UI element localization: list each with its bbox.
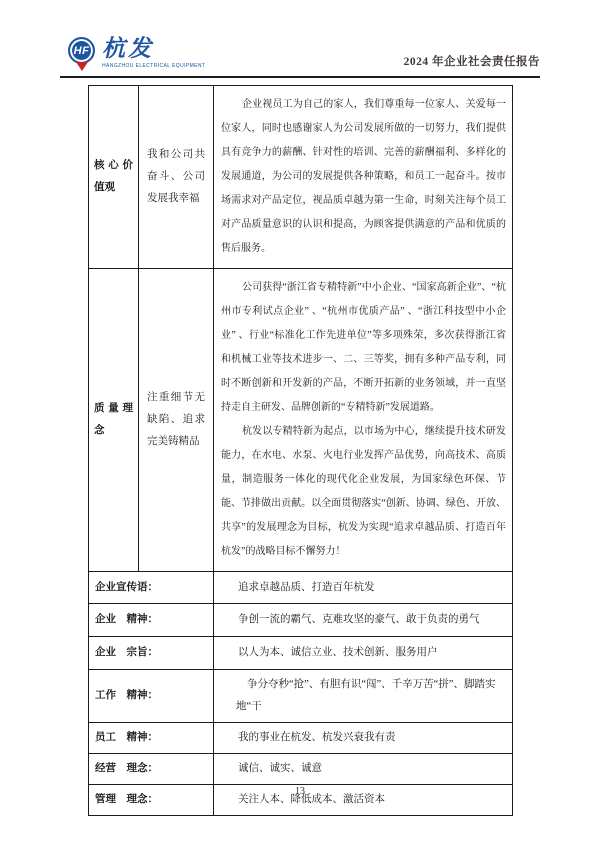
row-label-enterprise-purpose: 企业 宗旨： — [89, 637, 214, 670]
row-label-enterprise-spirit: 企业 精神： — [89, 604, 214, 637]
core-values-description — [214, 86, 513, 269]
logo-badge-icon — [68, 37, 95, 64]
row-label-quality: 质量理念 — [89, 269, 139, 572]
quality-paragraph-1: 公司获得“浙江省专精特新”中小企业、“国家高新企业”、“杭州市专利试点企业” 、“杭州市优质产品” 、“浙江科技型中小企业” 、行业“标准化工作先进单位”等多项殊荣，多次获得浙江省和机械工业等技术进步一、二、三等奖，拥有多种产品专利，同时不断创新和开发新的产品，不断开拓新的业务领域，并一直坚持走自主研发、品牌创新的“专精特新”发展道路。 — [221, 282, 506, 413]
company-logo — [68, 37, 205, 69]
row-label-core-values: 核心价值观 — [89, 86, 139, 269]
page-number: 13 — [295, 786, 305, 797]
business-philosophy-row — [89, 754, 513, 785]
quality-description — [214, 269, 513, 572]
enterprise-purpose-row — [89, 637, 513, 670]
logo-monogram: HF — [73, 44, 90, 57]
management-philosophy-value: 关注人本、降低成本、激活资本 — [214, 785, 513, 816]
enterprise-spirit-row — [89, 604, 513, 637]
logo-triangle-icon — [76, 62, 88, 71]
quality-philosophy-row — [89, 269, 513, 572]
employee-spirit-row — [89, 723, 513, 754]
corporate-culture-table — [88, 85, 513, 816]
business-philosophy-value: 诚信、诚实、诚意 — [214, 754, 513, 785]
core-values-paragraph: 企业视员工为自己的家人，我们尊重每一位家人、关爱每一位家人，同时也感谢家人为公司发展所做的一切努力，我们提供具有竞争力的薪酬、针对性的培训、完善的薪酬福利、多样化的发展通道，为公司的发展提供各种策略，和员工一起奋斗。按市场需求对产品定位，视品质卓越为第一生命，时刻关注每个员工对产品质量意识的认识和提高，为顾客提供满意的产品和优质的售后服务。 — [221, 99, 506, 254]
work-spirit-row — [89, 670, 513, 723]
logo-tagline: HANGZHOU ELECTRICAL EQUIPMENT — [102, 63, 206, 69]
row-label-slogan: 企业宣传语： — [89, 572, 214, 604]
quality-motto: 注重细节无缺陷、追求完美铸精品 — [139, 269, 214, 572]
core-values-motto: 我和公司共奋斗、公司发展我幸福 — [139, 86, 214, 269]
quality-paragraph-2: 杭发以专精特新为起点，以市场为中心，继续提升技术研发能力，在水电、水泵、火电行业发挥产品优势，向高技术、高质量，制造服务一体化的现代化企业发展，为国家绿色环保、节能、节排做出贡献。以全面贯彻落实“创新、协调、绿色、开放、共享”的发展理念为目标，杭发为实现“追求卓越品质、打造百年杭发”的战略目标不懈努力！ — [221, 426, 506, 557]
work-spirit-value: 争分夺秒“抢”、有胆有识“闯”、千辛万苦“拼”、脚踏实地“干 — [214, 670, 513, 723]
logo-brand-name: 杭发 — [102, 36, 154, 61]
slogan-row — [89, 572, 513, 604]
slogan-value: 追求卓越品质、打造百年杭发 — [214, 572, 513, 604]
enterprise-purpose-value: 以人为本、诚信立业、技术创新、服务用户 — [214, 637, 513, 670]
row-label-employee-spirit: 员工 精神： — [89, 723, 214, 754]
enterprise-spirit-value: 争创一流的霸气、克难攻坚的豪气、敢于负责的勇气 — [214, 604, 513, 637]
row-label-management-philosophy: 管理 理念： — [89, 785, 214, 816]
page-header — [60, 0, 540, 78]
row-label-business-philosophy: 经营 理念： — [89, 754, 214, 785]
logo-circle-icon — [68, 37, 95, 64]
logo-text-block — [102, 37, 205, 69]
report-title: 2024 年企业社会责任报告 — [403, 56, 540, 68]
employee-spirit-value: 我的事业在杭发、杭发兴衰我有责 — [214, 723, 513, 754]
core-values-row — [89, 86, 513, 269]
row-label-work-spirit: 工作 精神： — [89, 670, 214, 723]
